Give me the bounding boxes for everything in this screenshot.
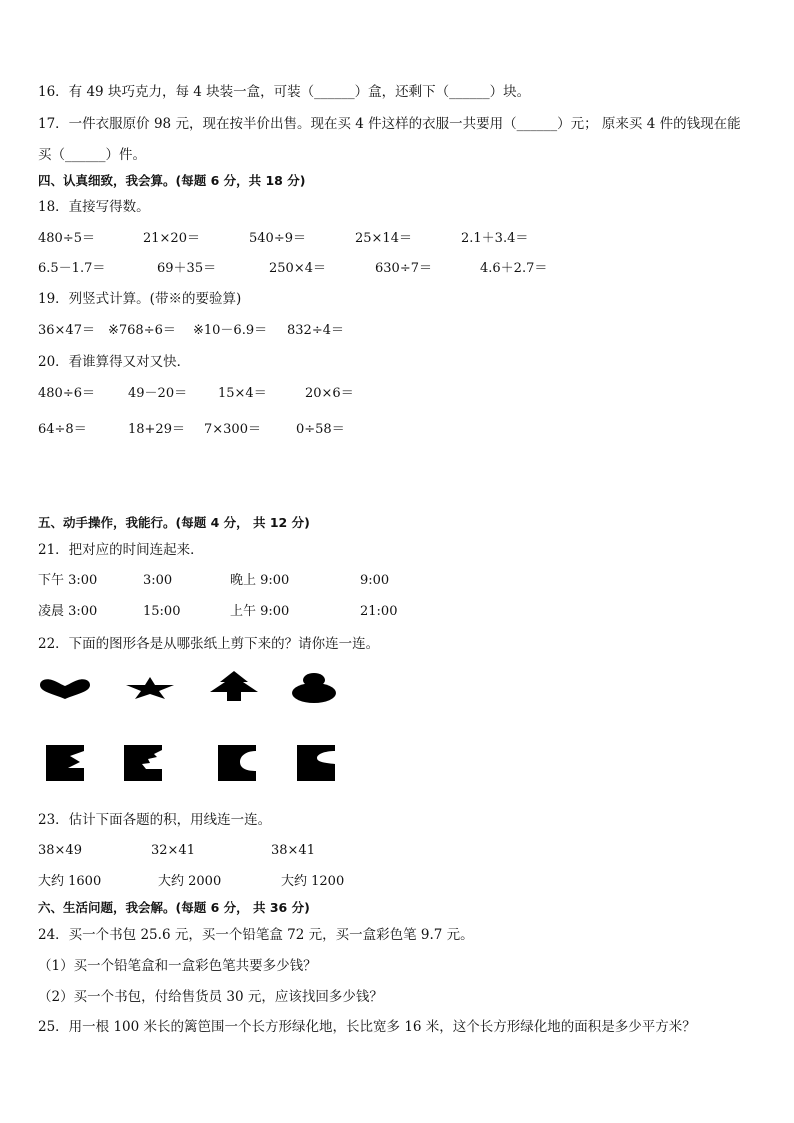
q18-row2-item: 250×4＝ (269, 261, 326, 276)
q19-item: ※768÷6＝ (108, 323, 176, 338)
question-19: 19．列竖式计算。(带※的要验算) (38, 291, 242, 307)
q19-item: 36×47＝ (38, 323, 95, 338)
q21-row1-item: 9:00 (360, 573, 390, 588)
q21-row1-item: 晚上 9:00 (230, 573, 290, 588)
section-6-heading: 六、生活问题，我会解。(每题 6 分， 共 36 分) (38, 900, 310, 915)
q18-row2-item: 4.6＋2.7＝ (480, 261, 548, 276)
question-24-part-1: （1）买一个铅笔盒和一盒彩色笔共要多少钱？ (38, 958, 317, 974)
question-18: 18．直接写得数。 (38, 199, 150, 215)
q20-row2-item: 64÷8＝ (38, 422, 87, 437)
q21-row2-item: 凌晨 3:00 (38, 604, 98, 619)
q18-row1-item: 25×14＝ (355, 231, 412, 246)
heart-icon (38, 678, 92, 700)
q19-item: ※10－6.9＝ (193, 323, 268, 338)
q21-row2-item: 上午 9:00 (230, 604, 290, 619)
q23-row1-item: 38×41 (271, 843, 315, 858)
q18-row1-item: 2.1＋3.4＝ (461, 231, 529, 246)
q18-row2-item: 69＋35＝ (157, 261, 217, 276)
q20-row1-item: 49－20＝ (128, 386, 188, 401)
question-24-part-2: （2）买一个书包，付给售货员 30 元，应该找回多少钱？ (38, 989, 383, 1005)
paper-cut-3-icon (218, 745, 256, 781)
paper-cut-1-icon (46, 745, 84, 781)
question-17-line-1: 17．一件衣服原价 98 元，现在按半价出售。现在买 4 件这样的衣服一共要用（______）元； 原来买 4 件的钱现在能 (38, 116, 741, 132)
star-icon (124, 676, 176, 700)
q18-row1-item: 480÷5＝ (38, 231, 95, 246)
q23-row1-item: 38×49 (38, 843, 82, 858)
q21-row1-item: 下午 3:00 (38, 573, 98, 588)
q18-row1-item: 21×20＝ (143, 231, 200, 246)
question-23: 23．估计下面各题的积，用线连一连。 (38, 812, 272, 828)
question-17-line-2: 买（______）件。 (38, 147, 146, 163)
q20-row2-item: 0÷58＝ (296, 422, 345, 437)
q20-row1-item: 15×4＝ (218, 386, 267, 401)
question-16: 16．有 49 块巧克力，每 4 块装一盒，可装（______）盒，还剩下（______）块。 (38, 84, 531, 100)
tree-arrow-icon (208, 670, 260, 702)
q23-row2-item: 大约 2000 (158, 874, 222, 889)
q20-row2-item: 7×300＝ (204, 422, 261, 437)
q20-row2-item: 18+29＝ (128, 422, 185, 437)
section-5-heading: 五、动手操作，我能行。(每题 4 分， 共 12 分) (38, 515, 310, 530)
q21-row1-item: 3:00 (143, 573, 173, 588)
hat-icon (291, 672, 337, 704)
q19-item: 832÷4＝ (287, 323, 344, 338)
question-20: 20．看谁算得又对又快． (38, 354, 191, 370)
paper-cut-4-icon (297, 745, 335, 781)
q23-row2-item: 大约 1200 (281, 874, 345, 889)
q18-row1-item: 540÷9＝ (249, 231, 306, 246)
q23-row1-item: 32×41 (151, 843, 195, 858)
q23-row2-item: 大约 1600 (38, 874, 102, 889)
q21-row2-item: 21:00 (360, 604, 398, 619)
q20-row1-item: 480÷6＝ (38, 386, 95, 401)
question-24: 24．买一个书包 25.6 元，买一个铅笔盒 72 元，买一盒彩色笔 9.7 元。 (38, 927, 474, 943)
question-22: 22．下面的图形各是从哪张纸上剪下来的？请你连一连。 (38, 636, 380, 652)
q21-row2-item: 15:00 (143, 604, 181, 619)
q18-row2-item: 6.5－1.7＝ (38, 261, 106, 276)
q20-row1-item: 20×6＝ (305, 386, 354, 401)
section-4-heading: 四、认真细致，我会算。(每题 6 分，共 18 分) (38, 173, 306, 188)
question-25: 25．用一根 100 米长的篱笆围一个长方形绿化地，长比宽多 16 米，这个长方形绿化地的面积是多少平方米？ (38, 1019, 696, 1035)
question-21: 21．把对应的时间连起来． (38, 542, 204, 558)
paper-cut-2-icon (124, 745, 162, 781)
q18-row2-item: 630÷7＝ (375, 261, 432, 276)
